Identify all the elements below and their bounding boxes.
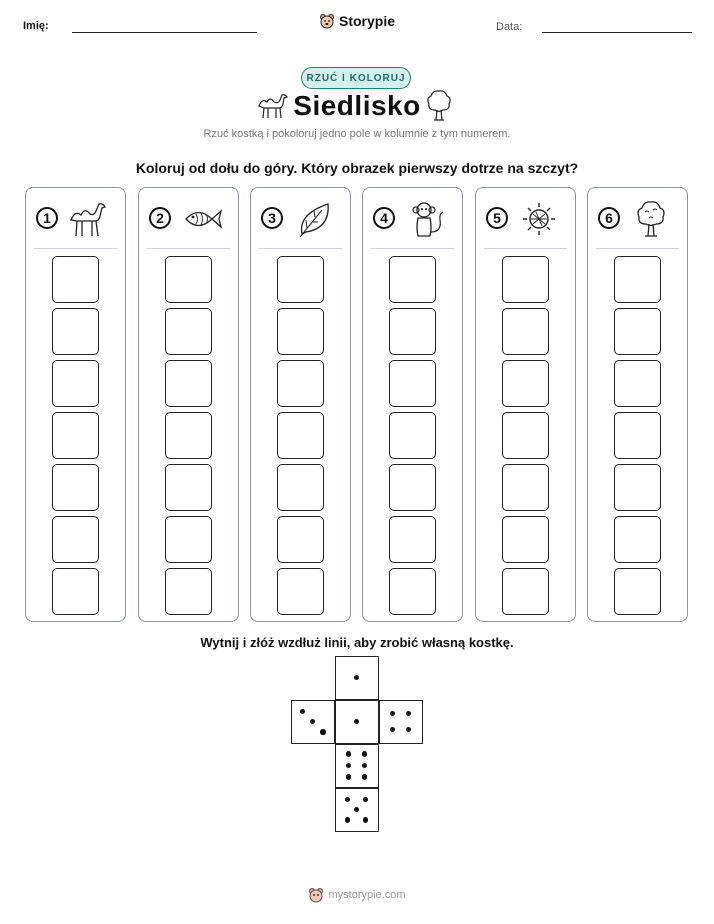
color-cell[interactable] — [614, 360, 661, 407]
color-cell[interactable] — [614, 308, 661, 355]
color-cell[interactable] — [614, 256, 661, 303]
color-cell[interactable] — [165, 256, 212, 303]
color-cell[interactable] — [277, 516, 324, 563]
column-3 — [250, 187, 351, 622]
column-number: 1 — [36, 207, 58, 229]
column-header — [476, 198, 575, 242]
dice-pip — [345, 797, 351, 803]
color-cell[interactable] — [165, 464, 212, 511]
color-cell[interactable] — [389, 568, 436, 615]
column-1 — [25, 187, 126, 622]
column-header — [588, 198, 687, 242]
color-cell[interactable] — [165, 568, 212, 615]
cut-instruction: Wytnij i złóż wzdłuż linii, aby zrobić własną kostkę. — [200, 635, 514, 650]
dice-face-4 — [379, 700, 423, 744]
column-6 — [587, 187, 688, 622]
column-5 — [475, 187, 576, 622]
dice-pip — [300, 709, 306, 715]
color-cell[interactable] — [52, 412, 99, 459]
color-cell[interactable] — [277, 464, 324, 511]
color-cell[interactable] — [52, 256, 99, 303]
color-cell[interactable] — [52, 568, 99, 615]
color-cell[interactable] — [502, 256, 549, 303]
name-field-line[interactable] — [72, 32, 257, 33]
name-label: Imię: — [23, 20, 49, 32]
dice-pip — [390, 727, 396, 733]
date-label: Data: — [496, 21, 523, 33]
camel-icon — [66, 198, 112, 240]
column-header — [363, 198, 462, 242]
instruction: Koloruj od dołu do góry. Który obrazek pierwszy dotrze na szczyt? — [135, 160, 579, 176]
dice-face-1 — [335, 656, 379, 700]
dice-pip — [406, 711, 412, 717]
dice-pip — [354, 719, 360, 725]
color-cell[interactable] — [165, 412, 212, 459]
color-cell[interactable] — [165, 516, 212, 563]
column-divider — [147, 248, 230, 249]
color-cell[interactable] — [52, 360, 99, 407]
color-cell[interactable] — [502, 568, 549, 615]
dice-pip — [310, 719, 316, 725]
column-header — [26, 198, 125, 242]
subtitle: Rzuć kostką i pokoloruj jedno pole w kolumnie z tym numerem. — [203, 128, 511, 140]
brand-name: Storypie — [338, 13, 395, 29]
dice-pip — [346, 774, 352, 780]
sun-icon — [516, 198, 562, 240]
color-cell[interactable] — [389, 308, 436, 355]
leaf-icon — [291, 198, 337, 240]
page-title: Siedlisko — [293, 90, 421, 121]
footer-bear-icon — [308, 887, 324, 903]
dice-face-5 — [335, 788, 379, 832]
dice-face-6 — [335, 744, 379, 788]
dice-pip — [354, 807, 360, 813]
dice-pip — [345, 817, 351, 823]
color-cell[interactable] — [502, 360, 549, 407]
date-field-line[interactable] — [542, 32, 692, 33]
column-divider — [34, 248, 117, 249]
bear-logo-icon — [319, 13, 335, 29]
dice-pip — [346, 751, 352, 757]
tree-icon — [628, 198, 674, 240]
activity-badge: RZUĆ I KOLORUJ — [301, 67, 411, 89]
color-cell[interactable] — [277, 360, 324, 407]
color-cell[interactable] — [277, 256, 324, 303]
color-cell[interactable] — [614, 516, 661, 563]
column-2 — [138, 187, 239, 622]
color-cell[interactable] — [389, 412, 436, 459]
dice-pip — [390, 711, 396, 717]
column-number: 3 — [261, 207, 283, 229]
dice-pip — [362, 774, 368, 780]
column-header — [251, 198, 350, 242]
column-divider — [259, 248, 342, 249]
column-number: 5 — [486, 207, 508, 229]
color-cell[interactable] — [277, 412, 324, 459]
color-cell[interactable] — [52, 308, 99, 355]
fish-icon — [179, 198, 225, 240]
column-header — [139, 198, 238, 242]
monkey-icon — [403, 198, 449, 240]
color-cell[interactable] — [165, 360, 212, 407]
color-cell[interactable] — [277, 308, 324, 355]
column-number: 6 — [598, 207, 620, 229]
dice-pip — [362, 763, 368, 769]
color-cell[interactable] — [165, 308, 212, 355]
column-divider — [484, 248, 567, 249]
color-cell[interactable] — [52, 516, 99, 563]
color-cell[interactable] — [614, 412, 661, 459]
footer — [0, 887, 714, 906]
dice-pip — [354, 675, 360, 681]
column-divider — [371, 248, 454, 249]
brand-logo — [0, 13, 714, 32]
color-cell[interactable] — [389, 256, 436, 303]
dice-pip — [362, 751, 368, 757]
color-cell[interactable] — [502, 308, 549, 355]
footer-url: mystorypie.com — [328, 889, 406, 901]
color-cell[interactable] — [614, 464, 661, 511]
dice-pip — [320, 729, 326, 735]
color-cell[interactable] — [502, 412, 549, 459]
color-cell[interactable] — [389, 360, 436, 407]
color-cell[interactable] — [389, 516, 436, 563]
color-cell[interactable] — [389, 464, 436, 511]
column-number: 2 — [149, 207, 171, 229]
column-divider — [596, 248, 679, 249]
dice-pip — [363, 817, 369, 823]
dice-face-1 — [335, 700, 379, 744]
color-cell[interactable] — [52, 464, 99, 511]
color-cell[interactable] — [614, 568, 661, 615]
color-cell[interactable] — [502, 516, 549, 563]
color-cell[interactable] — [502, 464, 549, 511]
dice-pip — [346, 763, 352, 769]
column-4 — [362, 187, 463, 622]
color-cell[interactable] — [277, 568, 324, 615]
dice-pip — [406, 727, 412, 733]
column-number: 4 — [373, 207, 395, 229]
dice-face-3 — [291, 700, 335, 744]
tree-title-icon — [425, 88, 453, 122]
dice-pip — [363, 797, 369, 803]
